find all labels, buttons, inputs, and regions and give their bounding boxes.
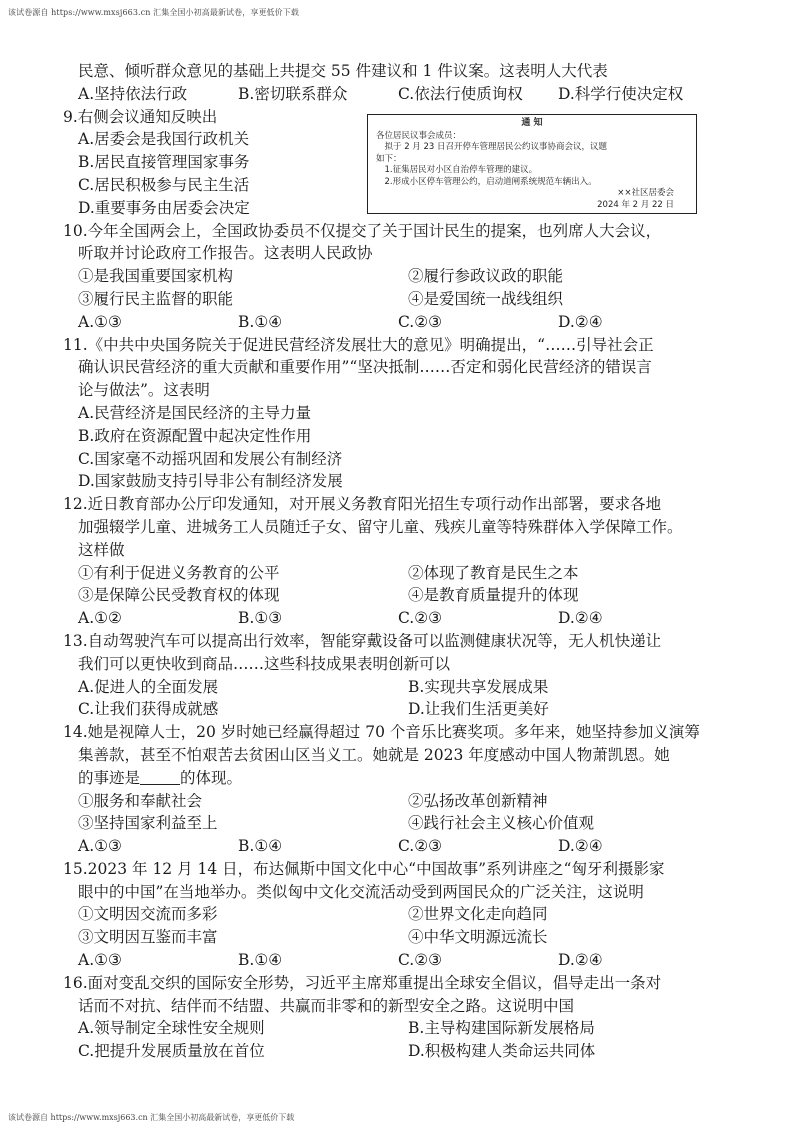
q11-stem: 11.《中共中央国务院关于促进民营经济发展壮大的意见》明确提出，“……引导社会正 — [63, 335, 654, 354]
answer-c: C.②③ — [398, 951, 443, 970]
q9-stem: 9.右侧会议通知反映出 — [63, 107, 218, 126]
q9-option-a: A.居委会是我国行政机关 — [78, 130, 250, 149]
exam-content — [63, 60, 718, 1063]
q16-stem-cont: 话而不对抗、结伴而不结盟、共赢而非零和的新型安全之路。这说明中国 — [78, 996, 575, 1015]
q15-stem: 15.2023 年 12 月 14 日，布达佩斯中国文化中心“中国故事”系列讲座之“匈牙利摄影家 — [63, 859, 665, 878]
statement-4: ④中华文明源远流长 — [408, 928, 548, 947]
answer-c: C.②③ — [398, 609, 443, 628]
notice-line: 拟于 2 月 23 日召开停车管理居民公约议事协商会议，议题 — [376, 142, 608, 152]
q13-options-row2 — [78, 698, 718, 721]
statement-4: ④是教育质量提升的体现 — [408, 586, 579, 605]
q11-option-a: A.民营经济是国民经济的主导力量 — [78, 403, 312, 422]
answer-b: B.①④ — [238, 312, 283, 331]
q11-option-b: B.政府在资源配置中起决定性作用 — [78, 426, 312, 445]
option-a: A.坚持依法行政 — [78, 84, 188, 103]
q14-answers — [78, 835, 718, 858]
statement-4: ④是爱国统一战线组织 — [408, 289, 564, 308]
statement-3: ③履行民主监督的职能 — [78, 289, 234, 308]
q10-statements-row1 — [78, 265, 718, 288]
q9-option-c: C.居民积极参与民主生活 — [78, 175, 250, 194]
notice-title: 通 知 — [521, 118, 543, 128]
statement-3: ③是保障公民受教育权的体现 — [78, 586, 280, 605]
answer-d: D.②④ — [558, 312, 603, 331]
option-c: C.依法行使质询权 — [398, 84, 523, 103]
notice-line: 各位居民议事会成员： — [376, 130, 462, 141]
q10-stem-cont: 听取并讨论政府工作报告。这表明人民政协 — [78, 244, 373, 263]
q11-stem-cont: 论与做法”。这表明 — [78, 381, 210, 400]
q16-options-row2 — [78, 1040, 718, 1063]
q10-answers — [78, 311, 718, 334]
q14-stem-pre: 的事迹是 — [78, 768, 141, 787]
answer-a: A.①③ — [78, 837, 122, 856]
option-c: C.把提升发展质量放在首位 — [78, 1042, 265, 1061]
option-d: D.让我们生活更美好 — [408, 700, 549, 719]
option-b: B.密切联系群众 — [238, 84, 348, 103]
statement-2: ②弘扬改革创新精神 — [408, 791, 548, 810]
q15-statements-row1 — [78, 903, 718, 926]
answer-d: D.②④ — [558, 951, 603, 970]
q10-stem: 10.今年全国两会上，全国政协委员不仅提交了关于国计民生的提案，也列席人大会议， — [63, 221, 662, 240]
option-b: B.主导构建国际新发展格局 — [408, 1019, 595, 1038]
q9-option-b: B.居民直接管理国家事务 — [78, 153, 250, 172]
notice-line: 如下： — [376, 153, 402, 164]
header-watermark: 该试卷源自 https://www.mxsj663.cn 汇集全国小初高最新试卷，享更低价下载 — [8, 8, 299, 17]
q11-option-d: D.国家鼓励支持引导非公有制经济发展 — [78, 472, 343, 491]
notice-date: 2024 年 2 月 22 日 — [597, 199, 674, 210]
statement-2: ②履行参政议政的职能 — [408, 267, 564, 286]
q14-stem-post: 的体现。 — [180, 768, 243, 787]
answer-blank — [140, 770, 180, 785]
q12-answers — [78, 607, 718, 630]
answer-c: C.②③ — [398, 837, 443, 856]
answer-c: C.②③ — [398, 312, 443, 331]
q9-option-d: D.重要事务由居委会决定 — [78, 198, 250, 217]
statement-3: ③坚持国家利益至上 — [78, 814, 218, 833]
q14-stem-last — [78, 767, 718, 790]
statement-2: ②世界文化走向趋同 — [408, 905, 548, 924]
statement-1: ①文明因交流而多彩 — [78, 905, 218, 924]
statement-2: ②体现了教育是民生之本 — [408, 563, 579, 582]
q15-answers — [78, 949, 718, 972]
notice-line: 1.征集居民对小区自治停车管理的建议。 — [376, 165, 538, 175]
option-d: D.积极构建人类命运共同体 — [408, 1042, 596, 1061]
q8-stem: 民意、倾听群众意见的基础上共提交 55 件建议和 1 件议案。这表明人大代表 — [78, 62, 608, 80]
statement-3: ③文明因互鉴而丰富 — [78, 928, 218, 947]
answer-a: A.①② — [78, 609, 122, 628]
statement-1: ①有利于促进义务教育的公平 — [78, 563, 280, 582]
q14-statements-row2 — [78, 812, 718, 835]
q15-stem-cont: 眼中的中国”在当地举办。类似匈中文化交流活动受到两国民众的广泛关注，这说明 — [78, 882, 644, 901]
statement-1: ①服务和奉献社会 — [78, 791, 203, 810]
q12-stem-cont: 这样做 — [78, 540, 125, 559]
option-a: A.领导制定全球性安全规则 — [78, 1019, 265, 1038]
notice-signer: ××社区居委会 — [617, 188, 674, 198]
answer-a: A.①③ — [78, 951, 122, 970]
q14-statements-row1 — [78, 790, 718, 813]
footer-watermark: 该试卷源自 https://www.mxsj663.cn 汇集全国小初高最新试卷，享更低价下载 — [8, 1113, 295, 1122]
q14-stem-cont: 集善款，甚至不怕艰苦去贫困山区当义工。她就是 2023 年度感动中国人物萧凯恩。她 — [78, 745, 670, 764]
statement-4: ④践行社会主义核心价值观 — [408, 814, 595, 833]
answer-b: B.①③ — [238, 609, 283, 628]
option-a: A.促进人的全面发展 — [78, 677, 219, 696]
statement-1: ①是我国重要国家机构 — [78, 267, 234, 286]
notice-line: 2.形成小区停车管理公约，启动道闸系统规范车辆出入。 — [376, 176, 597, 187]
option-d: D.科学行使决定权 — [558, 84, 684, 103]
q10-statements-row2 — [78, 288, 718, 311]
q11-option-c: C.国家毫不动摇巩固和发展公有制经济 — [78, 449, 343, 468]
q11-stem-cont: 确认识民营经济的重大贡献和重要作用”“坚决抵制……否定和弱化民营经济的错误言 — [78, 358, 652, 377]
option-c: C.让我们获得成就感 — [78, 700, 219, 719]
answer-b: B.①④ — [238, 837, 283, 856]
answer-a: A.①③ — [78, 312, 122, 331]
q15-statements-row2 — [78, 926, 718, 949]
q16-stem: 16.面对变乱交织的国际安全形势，习近平主席郑重提出全球安全倡议，倡导走出一条对 — [63, 973, 662, 992]
q12-stem: 12.近日教育部办公厅印发通知，对开展义务教育阳光招生专项行动作出部署，要求各地 — [63, 495, 662, 514]
answer-b: B.①④ — [238, 951, 283, 970]
answer-d: D.②④ — [558, 609, 603, 628]
q13-stem: 13.自动驾驶汽车可以提高出行效率，智能穿戴设备可以监测健康状况等，无人机快递让 — [63, 631, 662, 650]
q13-stem-cont: 我们可以更快收到商品……这些科技成果表明创新可以 — [78, 654, 451, 673]
q13-options-row1 — [78, 676, 718, 699]
q16-options-row1 — [78, 1017, 718, 1040]
answer-d: D.②④ — [558, 837, 603, 856]
q12-statements-row2 — [78, 584, 718, 607]
q12-statements-row1 — [78, 562, 718, 585]
q12-stem-cont: 加强辍学儿童、进城务工人员随迁子女、留守儿童、残疾儿童等特殊群体入学保障工作。 — [78, 517, 683, 536]
option-b: B.实现共享发展成果 — [408, 677, 549, 696]
q14-stem: 14.她是视障人士，20 岁时她已经赢得超过 70 个音乐比赛奖项。多年来，她坚持参加义演筹 — [63, 723, 700, 742]
q8-options — [78, 83, 718, 106]
